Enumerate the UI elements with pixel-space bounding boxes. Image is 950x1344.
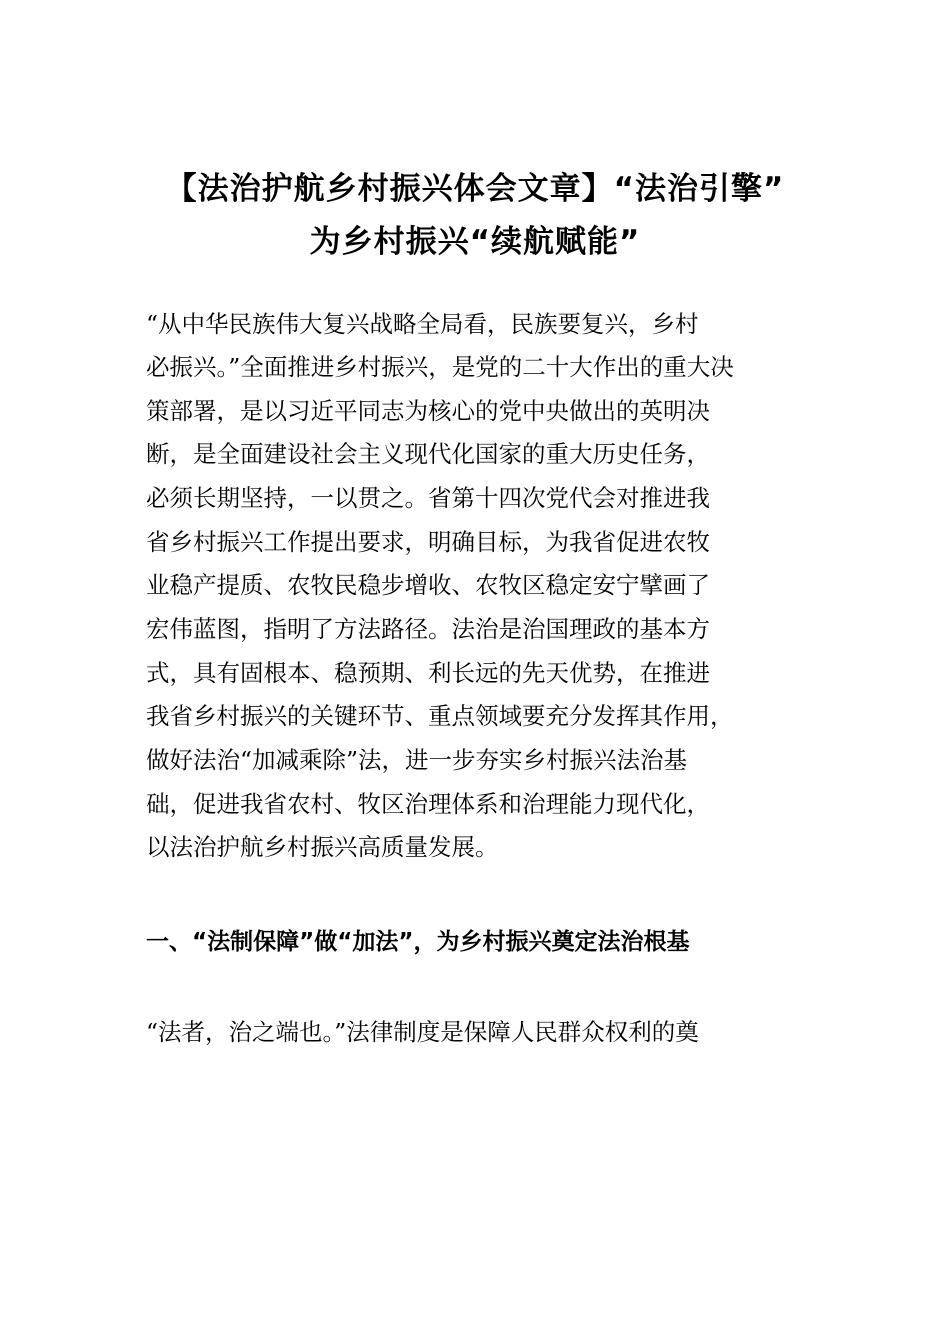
paragraph-line: 宏伟蓝图，指明了方法路径。法治是治国理政的基本方 (146, 615, 710, 643)
paragraph-line: 式，具有固根本、稳预期、利长远的先天优势，在推进 (146, 659, 710, 687)
paragraph-line: 省乡村振兴工作提出要求，明确目标，为我省促进农牧 (146, 528, 710, 556)
section-heading: 一、“法制保障”做“加法”，为乡村振兴奠定法治根基 (146, 929, 690, 955)
paragraph-line: 必振兴。”全面推进乡村振兴，是党的二十大作出的重大决 (146, 353, 734, 381)
paragraph-line: 我省乡村振兴的关键环节、重点领域要充分发挥其作用， (146, 702, 734, 730)
paragraph-line: 断，是全面建设社会主义现代化国家的重大历史任务， (146, 440, 710, 468)
paragraph-line: 以法治护航乡村振兴高质量发展。 (146, 833, 499, 861)
paragraph-line: 策部署，是以习近平同志为核心的党中央做出的英明决 (146, 397, 710, 425)
paragraph-line: “法者，治之端也。”法律制度是保障人民群众权利的奠 (146, 1018, 699, 1046)
paragraph-line: 础，促进我省农村、牧区治理体系和治理能力现代化， (146, 790, 710, 818)
paragraph-line: “从中华民族伟大复兴战略全局看，民族要复兴，乡村 (146, 310, 699, 338)
paragraph-line: 做好法治“加减乘除”法，进一步夯实乡村振兴法治基 (146, 746, 688, 774)
document-title-line-2: 为乡村振兴“续航赋能” (309, 224, 641, 260)
paragraph-line: 业稳产提质、农牧民稳步增收、农牧区稳定安宁擘画了 (146, 571, 710, 599)
document-title-line-1: 【法治护航乡村振兴体会文章】“法治引擎” (165, 171, 785, 207)
paragraph-line: 必须长期坚持，一以贯之。省第十四次党代会对推进我 (146, 484, 710, 512)
